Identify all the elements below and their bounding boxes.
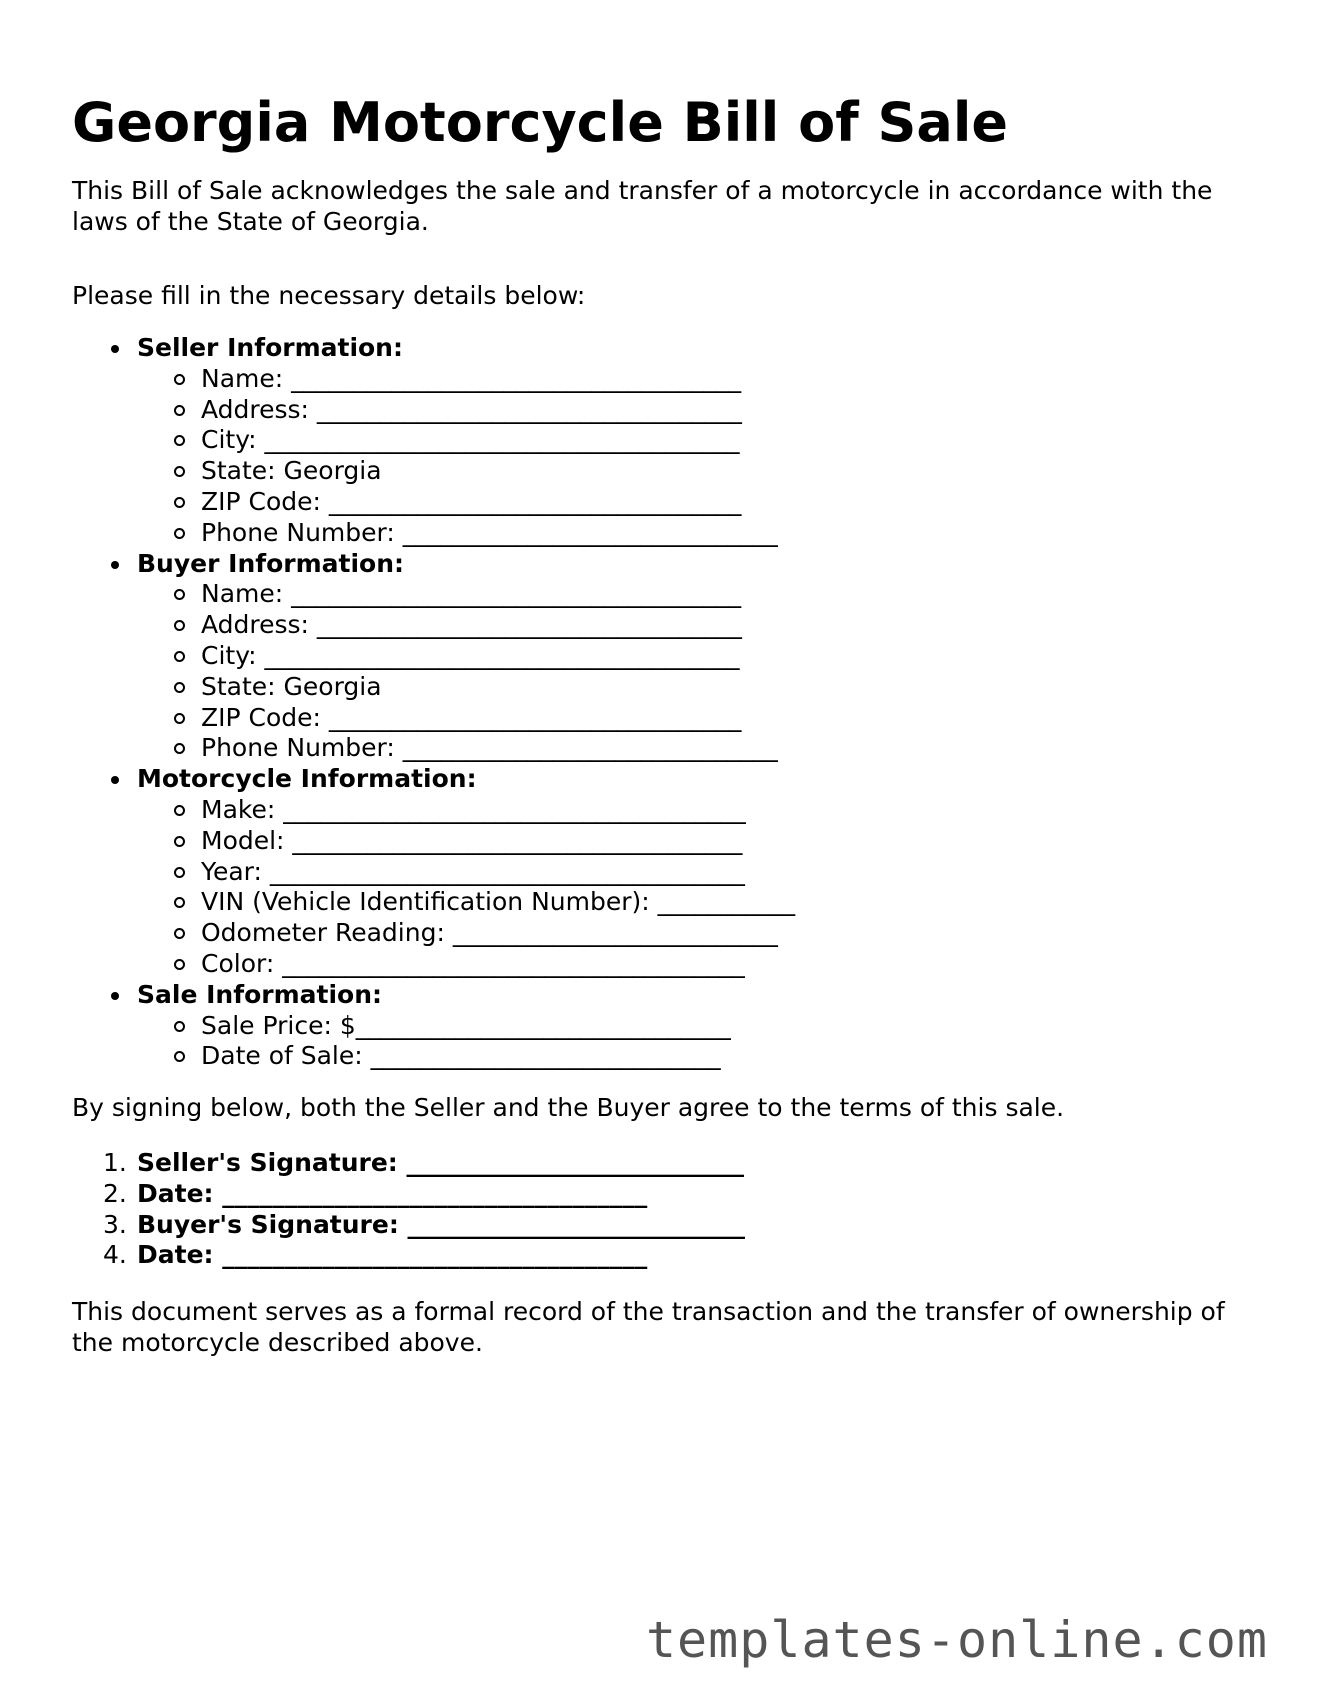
vin-field: VIN (Vehicle Identification Number): ___________ <box>201 887 796 917</box>
signature-list <box>72 1148 745 1271</box>
signature-label: Buyer's Signature: ___________________________ <box>137 1209 746 1239</box>
details-list <box>72 333 795 1072</box>
section-title: Sale Information: <box>137 979 382 1009</box>
field-list <box>137 1011 795 1073</box>
buyer-address-field: Address: __________________________________ <box>201 610 795 641</box>
list-number: 3. <box>103 1209 127 1239</box>
list-number: 4. <box>103 1240 127 1270</box>
color-field: Color: _____________________________________ <box>201 949 795 980</box>
seller-signature-line <box>103 1148 745 1179</box>
signature-label: Seller's Signature: ___________________________ <box>137 1148 744 1177</box>
section-title: Seller Information: <box>137 333 403 362</box>
signature-label: Date: __________________________________ <box>137 1178 648 1208</box>
field-list <box>137 364 795 549</box>
odometer-field: Odometer Reading: __________________________ <box>201 918 795 949</box>
instruction-paragraph: Please fill in the necessary details below: <box>72 281 586 310</box>
seller-city-field: City: ______________________________________ <box>201 425 795 456</box>
seller-address-field: Address: __________________________________ <box>201 395 795 426</box>
field-list <box>137 795 795 980</box>
section-motorcycle <box>137 764 795 980</box>
page-title: Georgia Motorcycle Bill of Sale <box>72 91 1008 154</box>
seller-zip-field: ZIP Code: _________________________________ <box>201 487 795 518</box>
sale-price-field: Sale Price: $______________________________ <box>201 1011 795 1042</box>
section-seller <box>137 333 795 549</box>
intro-paragraph: This Bill of Sale acknowledges the sale and transfer of a motorcycle in accordance with the laws of the State of Georgia. <box>72 176 1213 236</box>
closing-paragraph: This document serves as a formal record of the transaction and the transfer of ownership of the motorcycle described above. <box>72 1297 1225 1357</box>
buyer-city-field: City: ______________________________________ <box>201 641 795 672</box>
buyer-state-field: State: Georgia <box>201 672 795 703</box>
year-field: Year: ______________________________________ <box>201 857 795 888</box>
watermark: templates-online.com <box>645 1611 1268 1669</box>
buyer-zip-field: ZIP Code: _________________________________ <box>201 703 795 734</box>
seller-name-field: Name: ____________________________________ <box>201 364 795 395</box>
seller-phone-field: Phone Number: ______________________________ <box>201 518 795 549</box>
buyer-phone-field: Phone Number: ______________________________ <box>201 733 795 764</box>
section-sale <box>137 980 795 1072</box>
agreement-paragraph: By signing below, both the Seller and the Buyer agree to the terms of this sale. <box>72 1093 1065 1122</box>
list-number: 2. <box>103 1178 127 1208</box>
buyer-date-line <box>103 1240 745 1271</box>
make-field: Make: _____________________________________ <box>201 795 795 826</box>
section-title: Buyer Information: <box>137 548 405 578</box>
sale-date-field: Date of Sale: ____________________________ <box>201 1041 795 1072</box>
buyer-signature-line <box>103 1209 746 1241</box>
signature-label: Date: __________________________________ <box>137 1240 648 1270</box>
section-title: Motorcycle Information: <box>137 764 477 794</box>
section-buyer <box>137 549 795 765</box>
model-field: Model: ____________________________________ <box>201 826 795 857</box>
field-list <box>137 579 795 764</box>
seller-date-line <box>103 1178 745 1210</box>
seller-state-field: State: Georgia <box>201 456 795 487</box>
buyer-name-field: Name: ____________________________________ <box>201 579 795 610</box>
list-number: 1. <box>103 1148 127 1177</box>
